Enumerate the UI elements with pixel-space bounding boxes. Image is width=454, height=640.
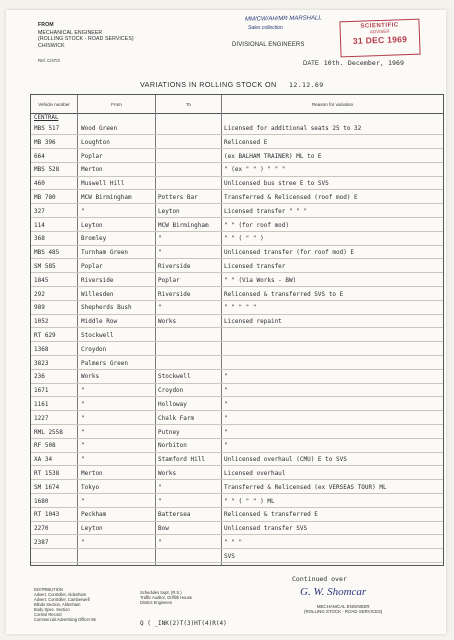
table-row [31,192,443,204]
cell-reason: " [224,442,228,450]
cell-vehicle: MBS 528 [34,166,60,174]
cell-from: Shepherds Bush [81,304,132,312]
cell-vehicle: 1680 [34,497,49,505]
table-row [31,344,443,356]
col-from: From [78,95,155,114]
table-row [31,399,443,411]
cell-from: Tokyo [81,483,100,491]
table-row [31,316,443,328]
table-row [31,247,443,259]
cell-from: Riverside [81,276,114,284]
cell-reason: Licensed repaint [224,318,282,326]
distribution-item: Blinds Section, Aldenham [34,602,81,607]
cell-vehicle: 1368 [34,345,49,353]
cell-from: " [81,539,85,546]
cell-from: " [81,387,85,395]
table-row [31,275,443,287]
table-row [31,178,443,190]
cell-from: Loughton [81,138,110,146]
table-row [31,371,443,383]
cell-to: " [158,483,162,491]
table-row [31,164,443,176]
table-row [31,523,443,535]
cell-from: Merton [81,470,103,477]
cell-reason: " " " [224,539,243,546]
cell-from: " [81,414,85,422]
cell-from: " [81,401,85,408]
cell-reason: " [224,387,228,395]
cell-from: Croydon [81,345,107,353]
cell-reason: " " ( " " ) ML [224,497,275,505]
cell-vehicle: 114 [34,221,45,229]
signature-title-line: (ROLLING STOCK - ROAD SERVICES) [304,609,383,615]
page-title [140,80,324,89]
cell-from: Works [81,373,100,381]
stamp-date: 31 DEC 1969 [352,34,408,46]
cell-vehicle: 2270 [34,525,49,533]
table-row [31,261,443,273]
cell-from: Leyton [81,221,103,229]
cell-from: " [81,456,85,464]
cell-to: Leyton [158,207,180,215]
table-row [31,482,443,494]
distribution-list [34,587,96,622]
table-row [31,302,443,314]
cell-from: Merton [81,166,103,174]
table-row [31,123,443,135]
cell-from: Willesden [81,290,114,298]
cell-reason: " " (for roof mod) [224,221,290,229]
distribution-item: Control Record [34,612,62,617]
cell-from: Turnham Green [81,249,128,257]
cell-from: Middle Row [81,318,118,326]
table-row [31,220,443,232]
col-to: To [156,95,221,114]
table-row [31,413,443,425]
cell-vehicle: RT 629 [34,332,56,339]
cell-reason: Unlicensed overhaul (CMU) E to SVS [224,456,347,464]
cell-vehicle: 460 [34,180,45,188]
cell-vehicle: 664 [34,152,45,160]
cell-to: Bow [158,525,169,533]
cell-reason: " " ( " " ) [224,235,264,243]
sender-line-2: (ROLLING STOCK - ROAD SERVICES) [38,36,134,43]
table-row [31,427,443,439]
table-row [31,496,443,508]
table-row [31,454,443,466]
distribution-item: Schedules Supt. (R.S.) [140,590,182,595]
cell-reason: " [224,428,228,436]
date-label: DATE [303,61,319,67]
cell-reason: " [224,401,228,408]
cell-vehicle: SM 585 [34,263,56,270]
cell-vehicle: RT 1043 [34,511,60,519]
cell-from: " [81,428,85,436]
bottom-code: Q ( _INK(2)T(3)HT(4)R(4) [140,620,227,627]
cell-to: Norbiton [158,442,187,450]
cell-from: Peckham [81,511,107,519]
cell-vehicle: MBS 517 [34,125,60,132]
cell-to: Croydon [158,387,184,395]
cell-vehicle: SM 1674 [34,483,60,491]
cell-to: Poplar [158,276,180,284]
table-row [31,509,443,521]
table-row [31,137,443,149]
stamp-line-1: SCIENTIFIC [360,22,399,30]
distribution-item: Traffic Auditor, Griffith House [140,595,193,600]
cell-from: " [81,442,85,450]
cell-vehicle: RF 508 [34,442,56,450]
distribution-heading: DISTRIBUTION [34,587,63,592]
cell-reason: Relicensed & transferred E [224,511,318,519]
col-reason: Reason for variation [222,95,443,114]
signature-title-line: MECHANICAL ENGINEER [316,604,370,609]
cell-vehicle: 327 [34,207,45,215]
cell-reason: " [224,414,228,422]
cell-to: Stockwell [158,373,191,381]
table-row [31,358,443,370]
recipient: DIVISIONAL ENGINEERS [232,42,305,48]
cell-from: Wood Green [81,125,118,132]
cell-from: Palmers Green [81,359,128,367]
cell-from: Poplar [81,263,103,270]
title-text: VARIATIONS IN ROLLING STOCK ON [140,80,277,89]
cell-reason: Licensed overhaul [224,470,286,477]
cell-from: " [81,207,85,215]
stamp-line-2: ADVISER [369,28,390,35]
cell-vehicle: MBS 485 [34,249,60,257]
cell-to: " [158,539,162,546]
cell-vehicle: 989 [34,304,45,312]
cell-to: Potters Bar [158,194,198,201]
cell-vehicle: RML 2558 [34,428,63,436]
distribution-list-2 [140,590,192,605]
cell-from: Stockwell [81,332,114,339]
cell-vehicle: 3823 [34,359,49,367]
table-row [31,289,443,301]
table-row [31,440,443,452]
table-row [31,233,443,245]
sender-line-3: CHISWICK [38,42,65,49]
cell-reason: (ex BALHAM TRAINER) ML to E [224,152,322,160]
cell-reason: Relicensed E [224,138,268,146]
col-vehicle-number: Vehicle number [31,95,77,114]
cell-to: Riverside [158,290,191,298]
table-row [31,468,443,480]
cell-to: Holloway [158,401,187,408]
cell-from: " [81,497,85,505]
cell-from: Poplar [81,152,103,160]
received-stamp [339,19,420,58]
cell-reason: Unlicensed bus stree E to SVS [224,180,329,188]
cell-to: " [158,304,162,312]
cell-reason: Transferred & Relicensed (roof mod) E [224,194,358,201]
handwritten-note: Sales collection [248,25,283,31]
distribution-item: Advert. Controller, Camberwell [34,597,90,602]
cell-vehicle: 236 [34,373,45,381]
cell-vehicle: MB 396 [34,138,56,146]
cell-to: Battersea [158,511,191,519]
cell-to: " [158,249,162,257]
from-label: FROM [38,22,54,28]
table-row [31,551,443,563]
cell-from: Muswell Hill [81,180,125,188]
cell-to: Putney [158,428,180,436]
cell-to: Works [158,470,177,477]
cell-vehicle: 1227 [34,414,49,422]
reference-number: Ref. C/47/3 [38,58,60,63]
cell-vehicle: 292 [34,290,45,298]
variations-table [30,94,444,566]
sender-block [38,22,134,49]
date-value: 10th. December, 1969 [323,59,405,67]
section-central: CENTRAL [34,115,59,121]
cell-to: " [158,235,162,243]
cell-reason: " " " " " [224,304,257,312]
distribution-item: Advert. Controller, Aldenham [34,592,87,597]
distribution-item: Commercial Advertising Officer 55 [34,617,96,622]
date-line [303,60,404,67]
cell-to: Works [158,318,177,326]
signature: G. W. Shomcar [300,586,367,598]
table-row [31,330,443,342]
cell-reason: Licensed for additional seats 25 to 32 [224,125,362,132]
cell-vehicle: 1671 [34,387,49,395]
distribution-item: District Engineers [140,600,173,605]
cell-vehicle: 368 [34,235,45,243]
cell-to: Chalk Farm [158,414,195,422]
cell-to: Stamford Hill [158,456,205,464]
cell-reason: Transferred & Relicensed (ex VERSEAS TOUR) ML [224,483,387,491]
cell-to: " [158,497,162,505]
table-row [31,151,443,163]
cell-to: Riverside [158,263,191,270]
cell-vehicle: 1052 [34,318,49,326]
cell-reason: SVS [224,552,235,560]
cell-reason: Licensed transfer [224,263,286,270]
cell-from: MCW Birmingham [81,194,132,201]
sender-line-1: MECHANICAL ENGINEER [38,30,103,37]
signature-title [304,604,382,615]
cell-from: Leyton [81,525,103,533]
cell-vehicle: 1161 [34,401,49,408]
cell-vehicle: 2387 [34,539,49,546]
cell-reason: Licensed transfer " " " [224,207,308,215]
cell-vehicle: MB 780 [34,194,56,201]
cell-reason: Unlicensed transfer (for roof mod) E [224,249,355,257]
table-row [31,206,443,218]
cell-reason: Relicensed & transferred SVS to E [224,290,344,298]
cell-reason: " [224,373,228,381]
table-row [31,537,443,549]
table-row [31,385,443,397]
cell-reason: " " (Via Works - BW) [224,276,297,284]
cell-reason: " (ex " " ) " " " [224,166,286,174]
cell-vehicle: XA 34 [34,456,53,464]
cell-vehicle: 1845 [34,276,49,284]
title-date: 12.12.69 [289,81,324,89]
continued-note: Continued over [292,575,347,583]
distribution-item: Body Spec. Section [34,607,70,612]
cell-reason: Unlicensed transfer SVS [224,525,308,533]
cell-vehicle: RT 1538 [34,470,60,477]
handwritten-annotation: MM/CW/AH/MR MARSHALL [244,15,322,23]
cell-to: MCW Birmingham [158,221,209,229]
cell-from: Bromley [81,235,107,243]
